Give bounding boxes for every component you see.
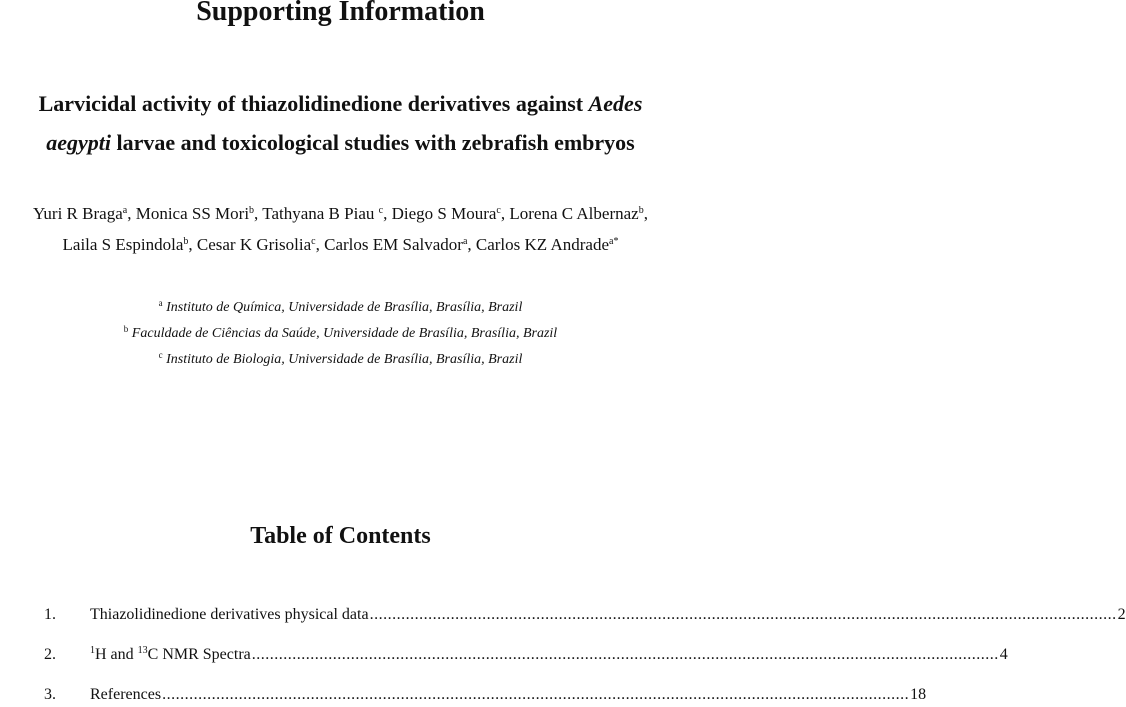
table-of-contents-heading: Table of Contents	[250, 523, 431, 549]
supporting-information-title: Supporting Information	[196, 0, 485, 27]
toc-entry-nmr-spectra[interactable]	[44, 643, 1008, 667]
author: Diego S Moura$^c$	[391, 204, 501, 223]
toc-entry-number: 3.	[44, 686, 56, 703]
author-list-line-2: Laila S Espindola$^b$, Cesar K Grisolia$^c$, Carlos EM Salvador$^a$, Carlos KZ Andrade$^{a*}$	[62, 235, 619, 254]
toc-entry-number: 1.	[44, 606, 56, 623]
toc-entry-number: 2.	[44, 646, 56, 663]
author: Laila S Espindola$^b$	[62, 235, 189, 254]
toc-leader-dots	[162, 683, 909, 707]
affiliation-c: $^c$ Instituto de Biologia, Universidade de Brasília, Brasília, Brazil	[158, 350, 523, 367]
paper-title-line-2: aegypti larvae and toxicological studies with zebrafish embryos	[46, 130, 635, 155]
author: Monica SS Mori$^b$	[135, 204, 255, 223]
toc-entry-page: 2	[1117, 606, 1126, 623]
toc-entry-label: References	[90, 686, 162, 703]
author: Tathyana B Piau $^c$	[262, 204, 384, 223]
toc-leader-dots	[370, 603, 1117, 627]
author: Cesar K Grisolia$^c$	[196, 235, 316, 254]
species-epithet: aegypti	[46, 130, 112, 155]
author: Lorena C Albernaz$^b$	[509, 204, 644, 223]
species-genus: Aedes	[588, 91, 643, 116]
toc-entry-page: 4	[999, 646, 1008, 663]
toc-entry-page: 18	[910, 686, 927, 703]
toc-entry-label: Thiazolidinedione derivatives physical data	[90, 606, 369, 623]
author: Carlos KZ Andrade$^{a*}$	[475, 235, 619, 254]
toc-entry-label: $^1$H and $^{13}$C NMR Spectra	[90, 645, 251, 663]
author-list-line-1: Yuri R Braga$^a$, Monica SS Mori$^b$, Tathyana B Piau $^c$, Diego S Moura$^c$, Lorena C Albernaz$^b$,	[33, 204, 648, 223]
affiliation-b: $^b$ Faculdade de Ciências da Saúde, Universidade de Brasília, Brasília, Brazil	[123, 324, 558, 341]
toc-leader-dots	[252, 643, 999, 667]
toc-entry-references[interactable]	[44, 683, 927, 707]
author: Yuri R Braga$^a$	[33, 204, 128, 223]
author: Carlos EM Salvador$^a$	[324, 235, 468, 254]
affiliation-a: $^a$ Instituto de Química, Universidade de Brasília, Brasília, Brazil	[158, 298, 523, 315]
paper-title-line-1: Larvicidal activity of thiazolidinedione derivatives against Aedes	[38, 91, 643, 116]
toc-entry-physical-data[interactable]	[44, 603, 1126, 627]
